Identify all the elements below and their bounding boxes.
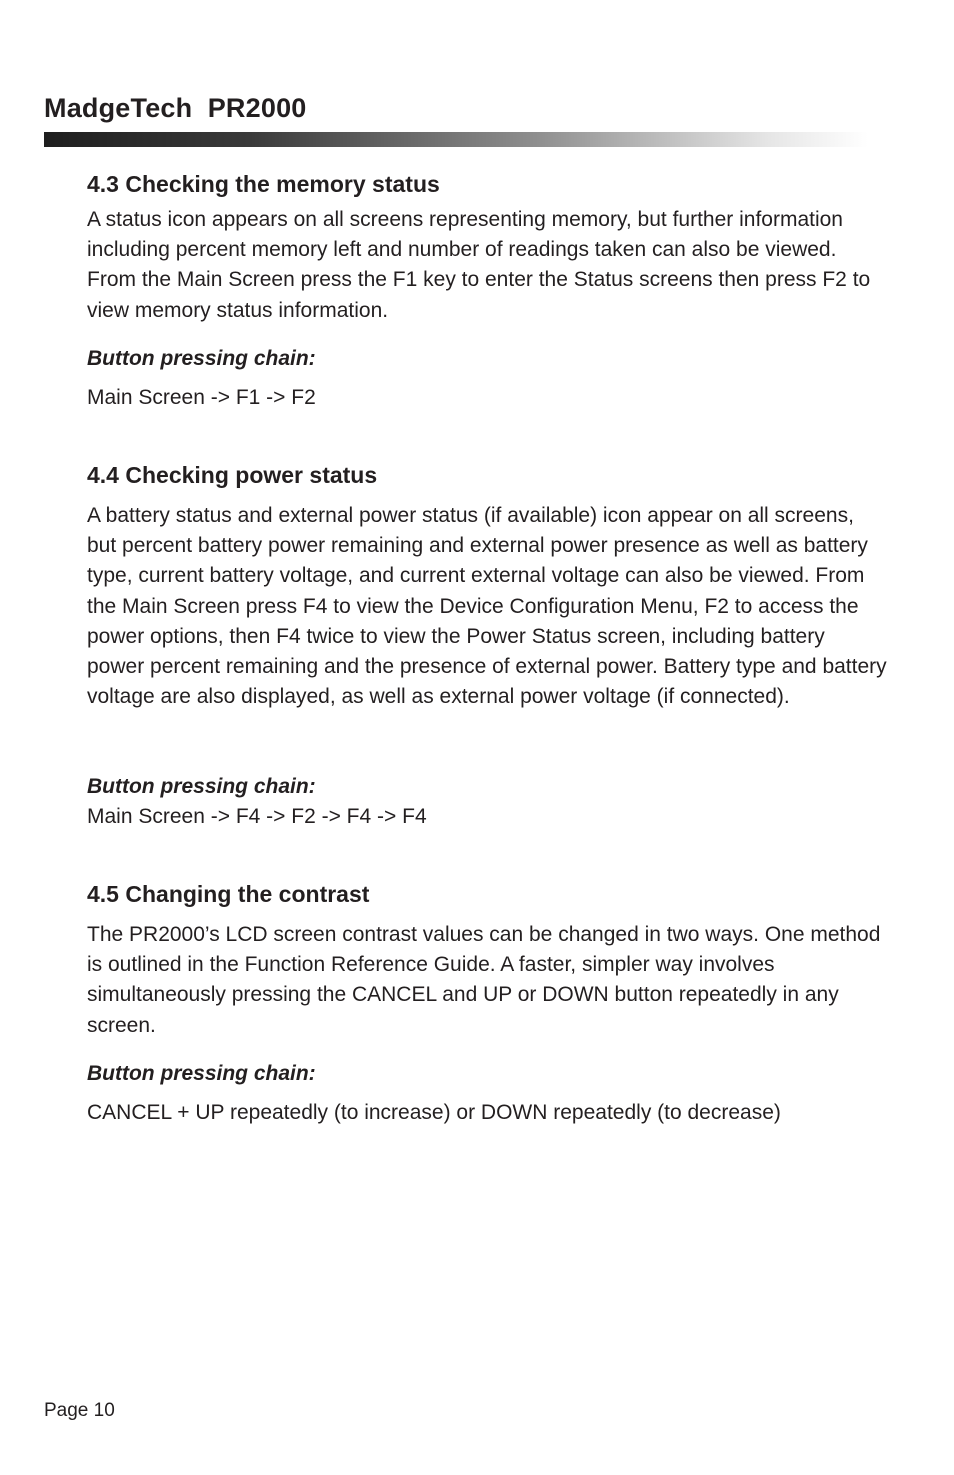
button-chain-value: Main Screen -> F4 -> F2 -> F4 -> F4 bbox=[87, 805, 427, 828]
button-chain-label: Button pressing chain: bbox=[87, 775, 316, 798]
button-chain-label: Button pressing chain: bbox=[87, 1062, 316, 1085]
section-paragraph: A status icon appears on all screens representing memory, but further information including percent memory left and number of readings taken can also be viewed. From the Main Screen press the F1 key to enter the Status screens then press F2 to view memory status information. bbox=[87, 208, 871, 322]
page-number: Page 10 bbox=[44, 1400, 115, 1421]
document-title: MadgeTech PR2000 bbox=[44, 93, 307, 123]
button-chain-value: Main Screen -> F1 -> F2 bbox=[87, 386, 316, 409]
section-heading: 4.4 Checking power status bbox=[87, 462, 378, 488]
section-heading: 4.5 Changing the contrast bbox=[87, 881, 370, 907]
button-chain-label: Button pressing chain: bbox=[87, 347, 316, 370]
header-gradient-rule bbox=[44, 132, 868, 147]
section-paragraph: A battery status and external power status (if available) icon appear on all screens, but percent battery power remaining and external power presence as well as battery type, current battery voltage, and current external voltage can also be viewed. From the Main Screen press F4 to view the Device Configuration Menu, F2 to access the power options, then F4 twice to view the Power Status screen, including battery power percent remaining and the presence of external power. Battery type and battery voltage are also displayed, as well as external power voltage (if connected). bbox=[87, 504, 887, 709]
section-paragraph: The PR2000’s LCD screen contrast values can be changed in two ways. One method is outlined in the Function Reference Guide. A faster, simpler way involves simultaneously pressing the CANCEL and UP or DOWN button repeatedly in any screen. bbox=[87, 923, 881, 1037]
button-chain-value: CANCEL + UP repeatedly (to increase) or DOWN repeatedly (to decrease) bbox=[87, 1101, 781, 1124]
section-heading: 4.3 Checking the memory status bbox=[87, 171, 440, 197]
